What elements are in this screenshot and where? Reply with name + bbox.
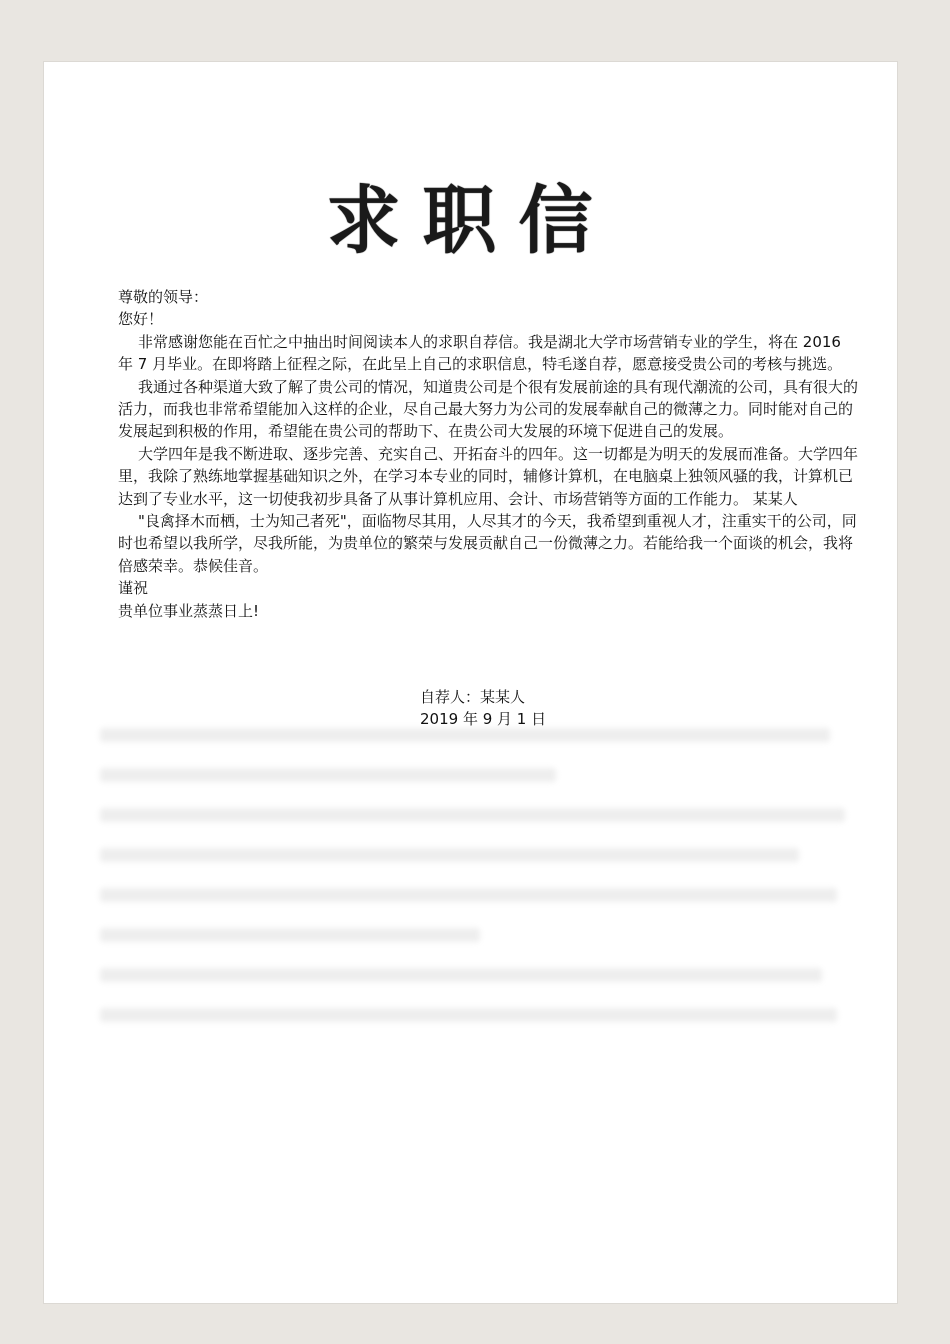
paragraph-3: 大学四年是我不断进取、逐步完善、充实自己、开拓奋斗的四年。这一切都是为明天的发展而准备。大学四年里，我除了熟练地掌握基础知识之外，在学习本专业的同时，辅修计算机，在电脑桌上独领风骚的我，计算机已达到了专业水平，这一切使我初步具备了从事计算机应用、会计、市场营销等方面的工作能力。 某某人 [118,444,859,508]
signature-block [420,686,546,731]
faded-background-text [100,702,860,1048]
letter-sheet [44,62,897,1303]
salutation: 尊敬的领导： [118,288,209,306]
date: 2019 年 9 月 1 日 [420,710,547,729]
greeting: 您好！ [118,310,164,329]
paragraph-4: "良禽择木而栖，士为知己者死"，面临物尽其用，人尽其才的今天，我希望到重视人才，注重实干的公司，同时也希望以我所学，尽我所能，为贵单位的繁荣与发展贡献自己一份微薄之力。若能给我一个面谈的机会，我将倍感荣幸。恭候佳音。 [118,512,857,575]
letter-body [118,286,858,622]
closing-line-1: 谨祝 [118,579,149,598]
paragraph-1: 非常感谢您能在百忙之中抽出时间阅读本人的求职自荐信。我是湖北大学市场营销专业的学生，将在 2016 年 7 月毕业。在即将踏上征程之际，在此呈上自己的求职信息，特毛遂自荐，愿意接受贵公司的考核与挑选。 [118,332,843,374]
closing-line-2: 贵单位事业蒸蒸日上! [118,601,260,620]
paragraph-2: 我通过各种渠道大致了解了贵公司的情况，知道贵公司是个很有发展前途的具有现代潮流的公司，具有很大的活力，而我也非常希望能加入这样的企业，尽自己最大努力为公司的发展奉献自己的微薄之力。同时能对自己的发展起到积极的作用，希望能在贵公司的帮助下、在贵公司大发展的环境下促进自己的发展。 [118,377,859,441]
document-title: 求职信 [326,178,615,264]
signature: 自荐人：某某人 [420,688,526,706]
